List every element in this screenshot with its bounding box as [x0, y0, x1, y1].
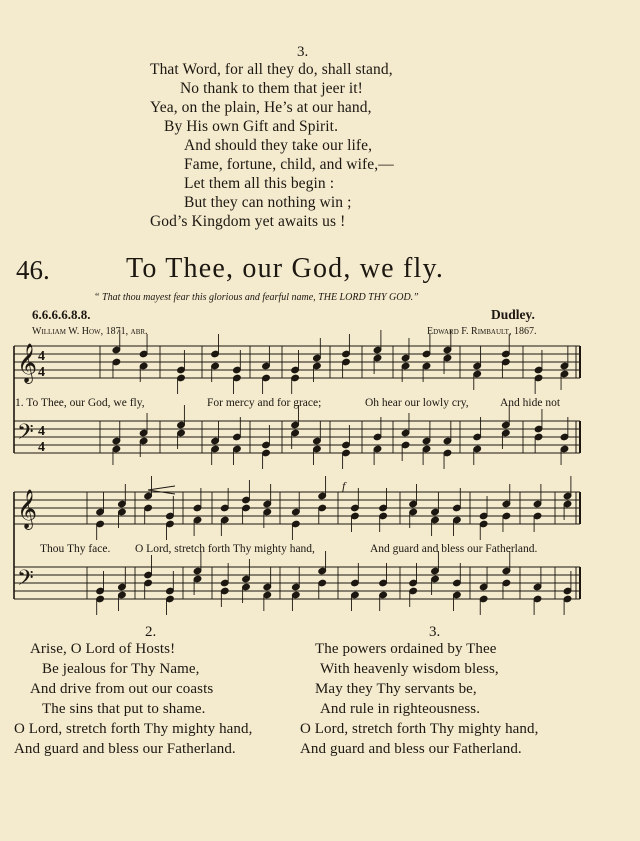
verse-line: And drive from out our coasts	[30, 681, 214, 697]
bass-clef-icon: 𝄢	[17, 566, 34, 596]
verse-line: By His own Gift and Spirit.	[164, 118, 339, 135]
verse-line: O Lord, stretch forth Thy mighty hand,	[14, 721, 253, 737]
verse-line: May they Thy servants be,	[315, 681, 477, 697]
time-signature: 4	[38, 440, 45, 455]
verse-line: The sins that put to shame.	[42, 701, 206, 717]
lyric-segment: 1. To Thee, our God, we fly,	[15, 397, 145, 409]
verse-line: But they can nothing win ;	[184, 194, 352, 211]
tune-name: Dudley.	[491, 307, 535, 322]
verse-line: O Lord, stretch forth Thy mighty hand,	[300, 721, 539, 737]
verse-line: Yea, on the plain, He’s at our hand,	[150, 99, 372, 116]
verse-line: That Word, for all they do, shall stand,	[150, 61, 393, 78]
verse-number: 3.	[429, 624, 441, 640]
verse-number: 3.	[297, 44, 309, 60]
time-signature: 4	[38, 349, 45, 364]
hymn-meter: 6.6.6.6.8.8.	[32, 307, 91, 322]
verse-line: No thank to them that jeer it!	[180, 80, 363, 97]
dynamic-marking: f	[342, 479, 346, 493]
verse-number: 2.	[145, 624, 157, 640]
verse-line: And guard and bless our Fatherland.	[300, 741, 522, 757]
hymn-epigraph: “ That thou mayest fear this glorious and fearful name, THE LORD THY GOD.”	[94, 292, 419, 303]
treble-clef-icon: 𝄞	[17, 343, 38, 383]
hymn-title: To Thee, our God, we fly.	[126, 253, 445, 284]
time-signature: 4	[38, 365, 45, 380]
verse-line: God’s Kingdom yet awaits us !	[150, 213, 346, 230]
lyric-segment: And guard and bless our Fatherland.	[370, 543, 538, 555]
lyric-segment: O Lord, stretch forth Thy mighty hand,	[135, 543, 315, 555]
hymn-composer: Edward F. Rimbault, 1867.	[427, 326, 537, 337]
hymn-author: William W. How, 1871, abr.	[32, 326, 148, 337]
verse-line: Be jealous for Thy Name,	[42, 661, 200, 677]
verse-line: The powers ordained by Thee	[315, 641, 497, 657]
verse-line: Arise, O Lord of Hosts!	[30, 641, 176, 657]
verse-line: With heavenly wisdom bless,	[320, 661, 499, 677]
lyric-segment: Oh hear our lowly cry,	[365, 397, 469, 409]
time-signature: 4	[38, 424, 45, 439]
verse-line: And rule in righteousness.	[320, 701, 481, 717]
verse-line: Fame, fortune, child, and wife,—	[184, 156, 394, 173]
verse-line: And should they take our life,	[184, 137, 373, 154]
hymn-number: 46.	[16, 255, 50, 285]
lyric-segment: For mercy and for grace;	[207, 397, 322, 409]
lyric-segment: Thou Thy face.	[40, 543, 111, 555]
crescendo-hairpin	[148, 486, 175, 494]
treble-clef-icon: 𝄞	[17, 489, 38, 529]
bass-clef-icon: 𝄢	[17, 420, 34, 450]
verse-line: And guard and bless our Fatherland.	[14, 741, 236, 757]
verse-line: Let them all this begin :	[184, 175, 335, 192]
lyric-segment: And hide not	[500, 397, 561, 409]
